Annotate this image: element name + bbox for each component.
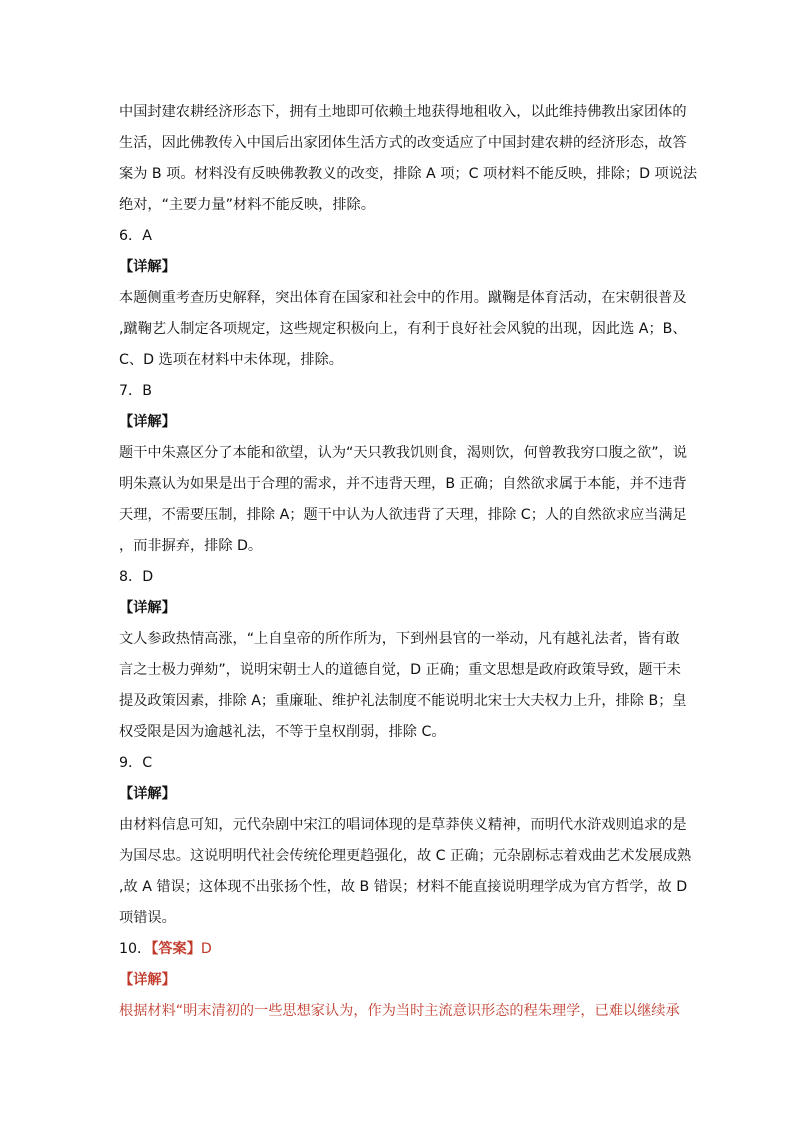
explanation-line: 文人参政热情高涨，“上自皇帝的所作所为，下到州县官的一举动，凡有越礼法者，皆有敢 bbox=[119, 631, 680, 647]
explanation-line: ,蹴鞠艺人制定各项规定，这些规定积极向上，有利于良好社会风貌的出现，因此选 A；B、 bbox=[119, 321, 687, 337]
question-number: 10． bbox=[119, 941, 152, 957]
explanation-line: 言之士极力弹劾”，说明宋朝士人的道德自觉，D 正确；重文思想是政府政策导致，题干未 bbox=[119, 662, 681, 678]
paragraph-line: 案为 B 项。材料没有反映佛教教义的改变，排除 A 项；C 项材料不能反映，排除；D 项说法 bbox=[119, 166, 698, 182]
paragraph-line: 绝对，“主要力量”材料不能反映，排除。 bbox=[119, 197, 375, 213]
explanation-line: 明朱熹认为如果是出于合理的需求，并不违背天理，B 正确；自然欲求属于本能，并不违背 bbox=[119, 476, 687, 492]
question-number-10 bbox=[119, 939, 212, 959]
explanation-line: ，而非摒弃，排除 D。 bbox=[119, 538, 263, 554]
paragraph-line: 中国封建农耕经济形态下，拥有土地即可依赖土地获得地租收入，以此维持佛教出家团体的 bbox=[119, 104, 687, 120]
explanation-line: 本题侧重考查历史解释，突出体育在国家和社会中的作用。蹴鞠是体育活动，在宋朝很普及 bbox=[119, 290, 687, 306]
explanation-line: 为国尽忠。这说明明代社会传统伦理更趋强化，故 C 正确；元杂剧标志着戏曲艺术发展成熟 bbox=[119, 848, 692, 864]
explanation-heading: 【详解】 bbox=[119, 786, 176, 802]
explanation-heading: 【详解】 bbox=[119, 972, 176, 988]
explanation-line: 根据材料“明末清初的一些思想家认为，作为当时主流意识形态的程朱理学，已难以继续承 bbox=[119, 1003, 680, 1019]
explanation-heading: 【详解】 bbox=[119, 600, 176, 616]
paragraph-line: 生活，因此佛教传入中国后出家团体生活方式的改变适应了中国封建农耕的经济形态，故答 bbox=[119, 135, 687, 151]
explanation-line: 提及政策因素，排除 A；重廉耻、维护礼法制度不能说明北宋士大夫权力上升，排除 B；皇 bbox=[119, 693, 687, 709]
explanation-line: 由材料信息可知，元代杂剧中宋江的唱词体现的是草莽侠义精神，而明代水浒戏则追求的是 bbox=[119, 817, 687, 833]
question-number-9: 9．C bbox=[119, 755, 153, 771]
explanation-line: C、D 选项在材料中未体现，排除。 bbox=[119, 352, 343, 368]
question-number-7: 7．B bbox=[119, 383, 152, 399]
question-number-6: 6．A bbox=[119, 228, 152, 244]
explanation-line: 项错误。 bbox=[119, 910, 176, 926]
explanation-line: 题干中朱熹区分了本能和欲望，认为“天只教我饥则食，渴则饮，何曾教我穷口腹之欲”，说 bbox=[119, 445, 688, 461]
explanation-heading: 【详解】 bbox=[119, 414, 176, 430]
explanation-line: 天理，不需要压制，排除 A；题干中认为人欲违背了天理，排除 C；人的自然欲求应当满足 bbox=[119, 507, 687, 523]
question-number-8: 8．D bbox=[119, 569, 154, 585]
answer-label: 【答案】 bbox=[151, 941, 201, 957]
answer-value: D bbox=[200, 941, 212, 957]
explanation-line: 权受限是因为逾越礼法，不等于皇权削弱，排除 C。 bbox=[119, 724, 446, 740]
explanation-line: ,故 A 错误；这体现不出张扬个性，故 B 错误；材料不能直接说明理学成为官方哲学，故 D bbox=[119, 879, 688, 895]
explanation-heading: 【详解】 bbox=[119, 259, 176, 275]
